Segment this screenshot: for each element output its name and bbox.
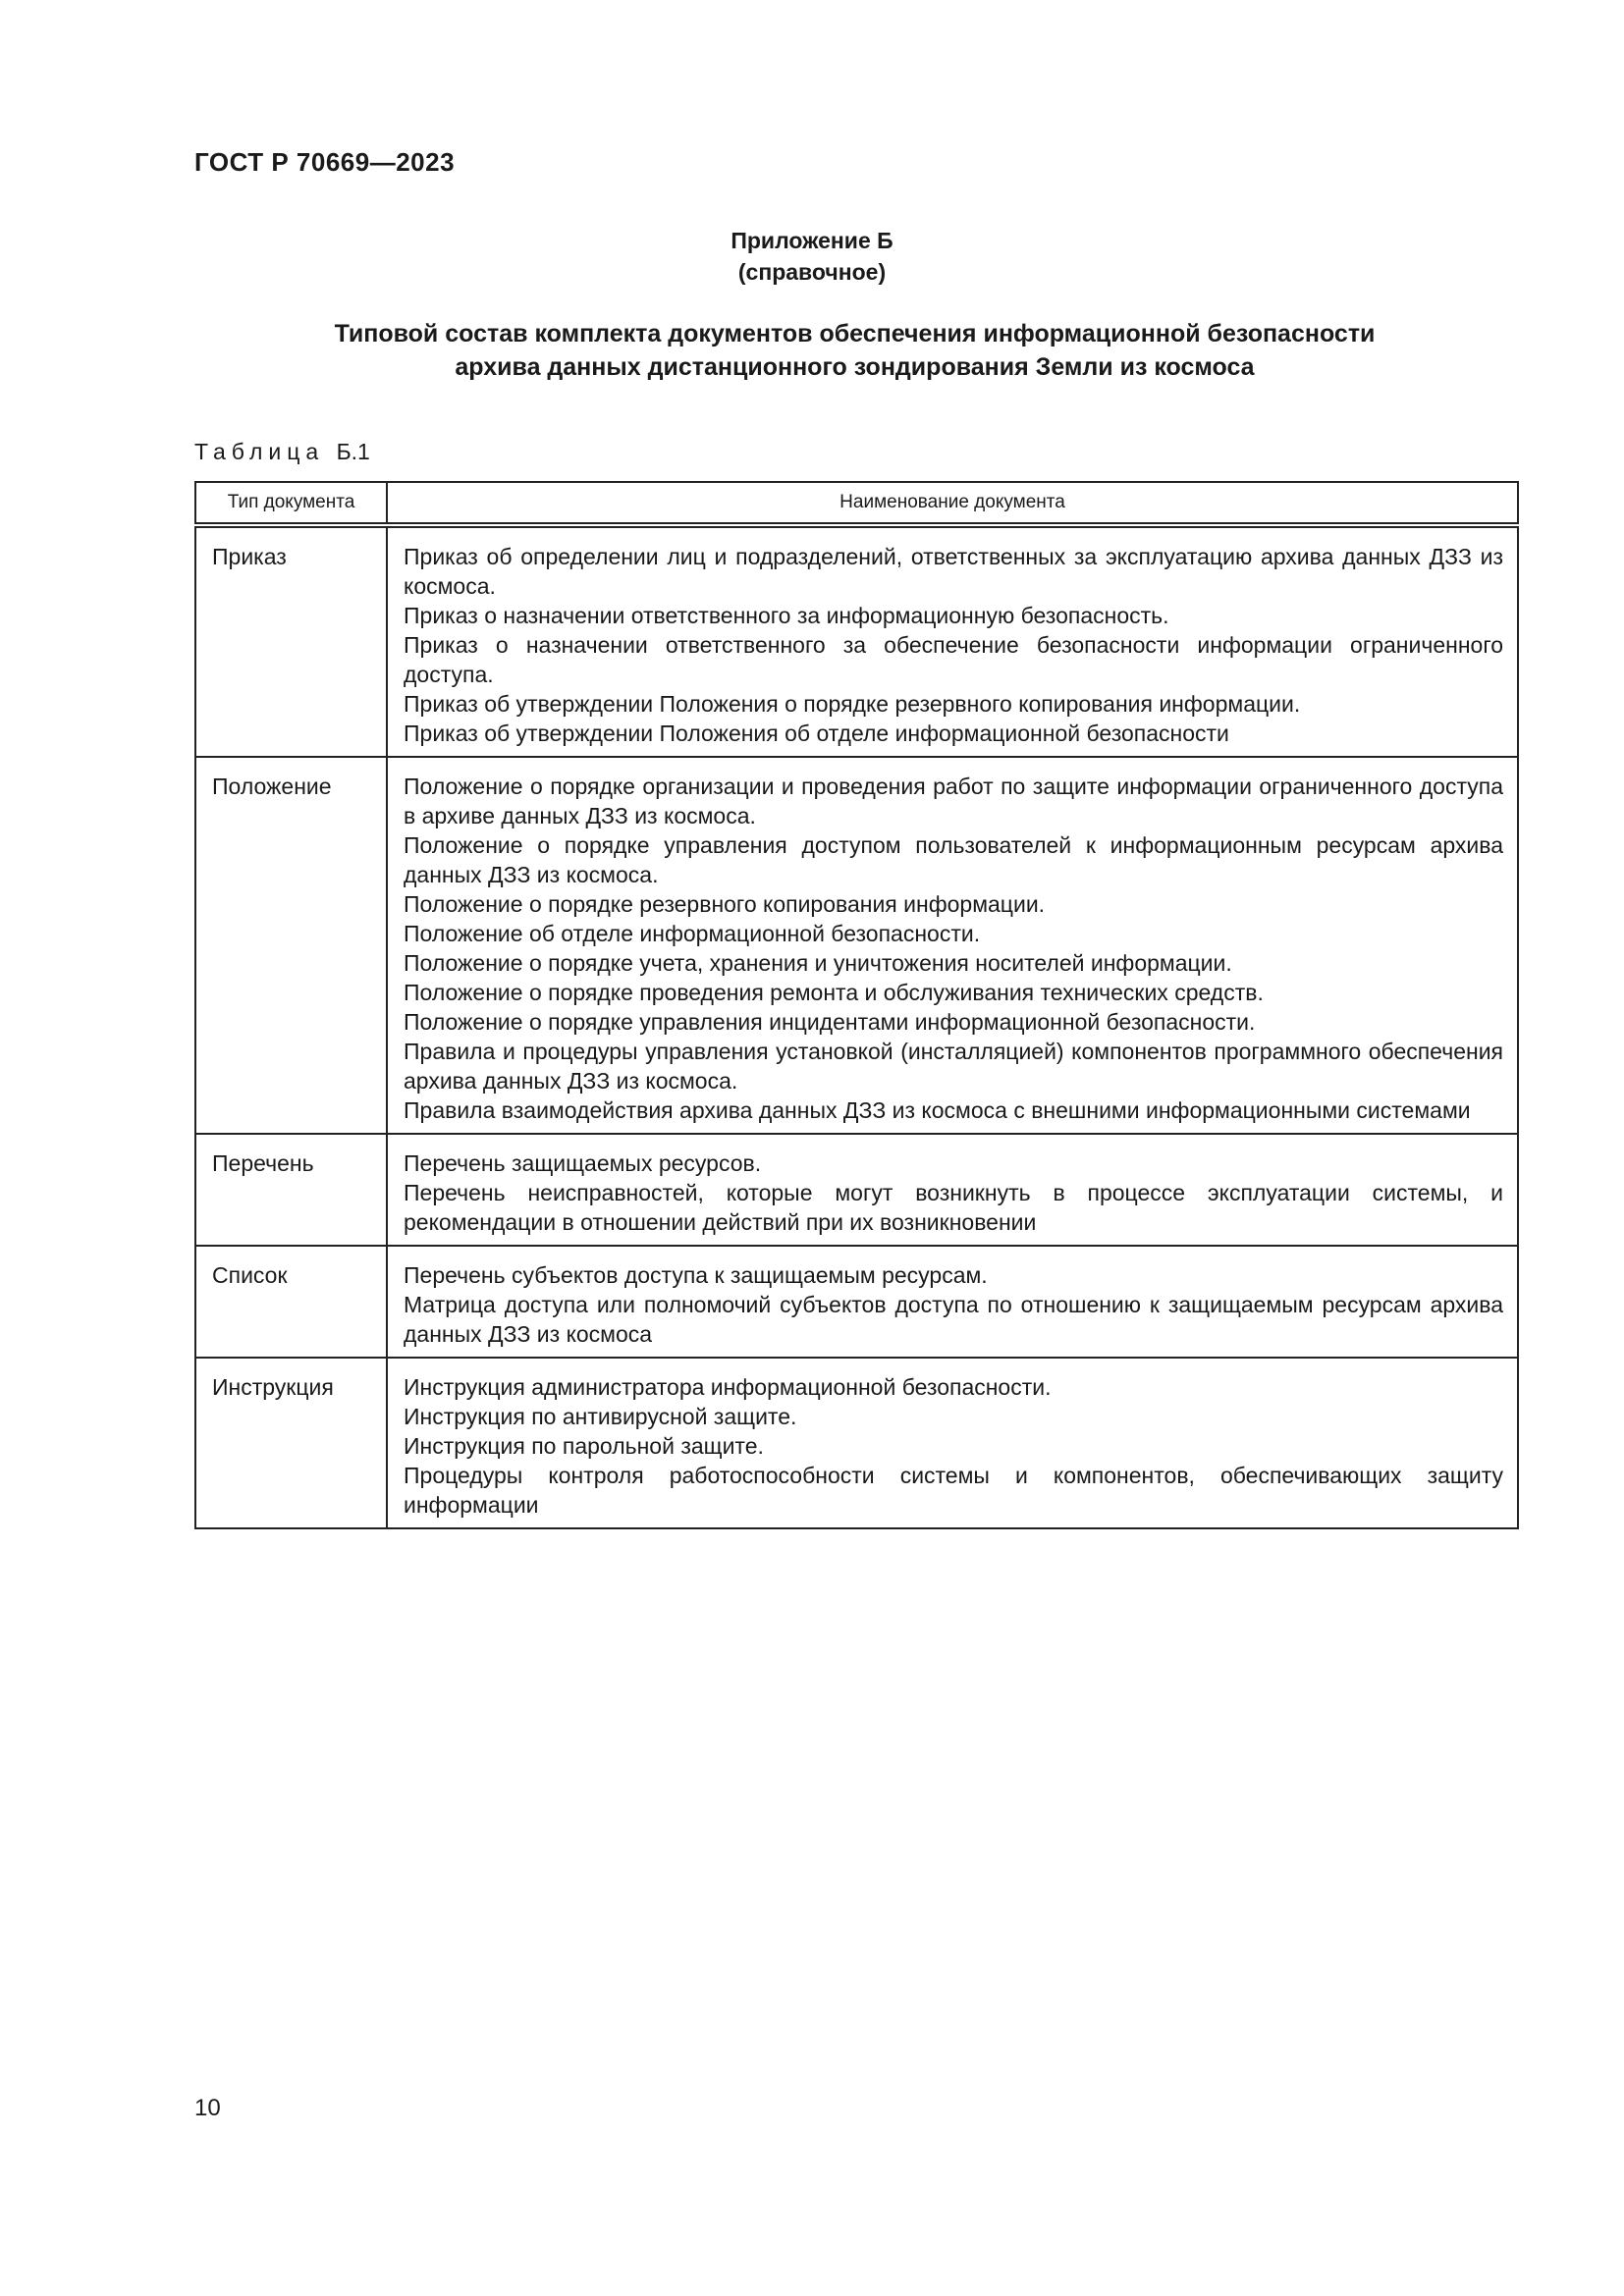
appendix-kind: (справочное) bbox=[737, 259, 887, 285]
document-name: Перечень защищаемых ресурсов. bbox=[404, 1150, 762, 1176]
document-name: Инструкция по парольной защите. bbox=[404, 1433, 764, 1459]
table-caption-number: Б.1 bbox=[336, 439, 370, 464]
document-type-cell: Перечень bbox=[195, 1134, 387, 1246]
document-name: Положение о порядке управления доступом пользователей к информационным ресурсам архива данных ДЗЗ из космоса. bbox=[404, 832, 1503, 887]
document-name: Положение о порядке учета, хранения и уничтожения носителей информации. bbox=[404, 950, 1232, 976]
document-name: Перечень неисправностей, которые могут возникнуть в процессе эксплуатации системы, и рекомендации в отношении действий при их возникновении bbox=[404, 1180, 1503, 1235]
column-header-type: Тип документа bbox=[195, 482, 387, 525]
document-name: Процедуры контроля работоспособности системы и компонентов, обеспечивающих защиту информации bbox=[404, 1463, 1503, 1518]
document-names-cell bbox=[387, 525, 1518, 757]
document-name: Положение о порядке резервного копирования информации. bbox=[404, 891, 1046, 917]
document-name: Перечень субъектов доступа к защищаемым ресурсам. bbox=[404, 1262, 988, 1288]
document-name: Приказ о назначении ответственного за обеспечение безопасности информации ограниченного доступа. bbox=[404, 632, 1503, 687]
page-number: 10 bbox=[194, 2095, 221, 2121]
document-name: Положение о порядке управления инцидентами информационной безопасности. bbox=[404, 1009, 1256, 1035]
document-names-cell bbox=[387, 1134, 1518, 1246]
document-name: Положение о порядке проведения ремонта и обслуживания технических средств. bbox=[404, 980, 1264, 1005]
document-type-cell: Приказ bbox=[195, 525, 387, 757]
document-names-cell bbox=[387, 1358, 1518, 1528]
document-name: Положение о порядке организации и проведения работ по защите информации ограниченного доступа в архиве данных ДЗЗ из космоса. bbox=[404, 774, 1503, 828]
document-names-cell bbox=[387, 757, 1518, 1134]
document-name: Положение об отделе информационной безопасности. bbox=[404, 921, 981, 946]
appendix-label: Приложение Б bbox=[731, 228, 893, 253]
document-name: Правила взаимодействия архива данных ДЗЗ из космоса с внешними информационными системами bbox=[404, 1097, 1471, 1123]
document-names-cell bbox=[387, 1246, 1518, 1358]
table-row bbox=[195, 1358, 1518, 1528]
table-row bbox=[195, 1246, 1518, 1358]
document-name: Инструкция администратора информационной безопасности. bbox=[404, 1374, 1052, 1400]
document-name: Матрица доступа или полномочий субъектов доступа по отношению к защищаемым ресурсам архива данных ДЗЗ из космоса bbox=[404, 1292, 1503, 1347]
document-type-cell: Список bbox=[195, 1246, 387, 1358]
appendix-heading bbox=[0, 225, 1624, 288]
document-name: Приказ об утверждении Положения о порядке резервного копирования информации. bbox=[404, 691, 1301, 717]
appendix-title-line-1: Типовой состав комплекта документов обеспечения информационной безопасности bbox=[334, 320, 1376, 347]
document-name: Инструкция по антивирусной защите. bbox=[404, 1404, 797, 1429]
column-header-name: Наименование документа bbox=[387, 482, 1518, 525]
document-name: Приказ об определении лиц и подразделений, ответственных за эксплуатацию архива данных ДЗЗ из космоса. bbox=[404, 544, 1503, 599]
document-code: ГОСТ Р 70669—2023 bbox=[194, 147, 456, 177]
table-header-row bbox=[195, 482, 1518, 525]
document-type-cell: Положение bbox=[195, 757, 387, 1134]
table-caption-word: Таблица bbox=[194, 439, 325, 464]
table-row bbox=[195, 1134, 1518, 1246]
document-name: Правила и процедуры управления установкой (инсталляцией) компонентов программного обеспечения архива данных ДЗЗ из космоса. bbox=[404, 1039, 1503, 1094]
appendix-title bbox=[194, 317, 1515, 384]
appendix-title-line-2: архива данных дистанционного зондирования Земли из космоса bbox=[455, 353, 1255, 381]
document-type-cell: Инструкция bbox=[195, 1358, 387, 1528]
table-row bbox=[195, 525, 1518, 757]
table-row bbox=[195, 757, 1518, 1134]
document-name: Приказ об утверждении Положения об отделе информационной безопасности bbox=[404, 721, 1229, 746]
table-caption bbox=[194, 439, 370, 465]
document-table bbox=[194, 481, 1519, 1529]
document-name: Приказ о назначении ответственного за информационную безопасность. bbox=[404, 603, 1169, 628]
